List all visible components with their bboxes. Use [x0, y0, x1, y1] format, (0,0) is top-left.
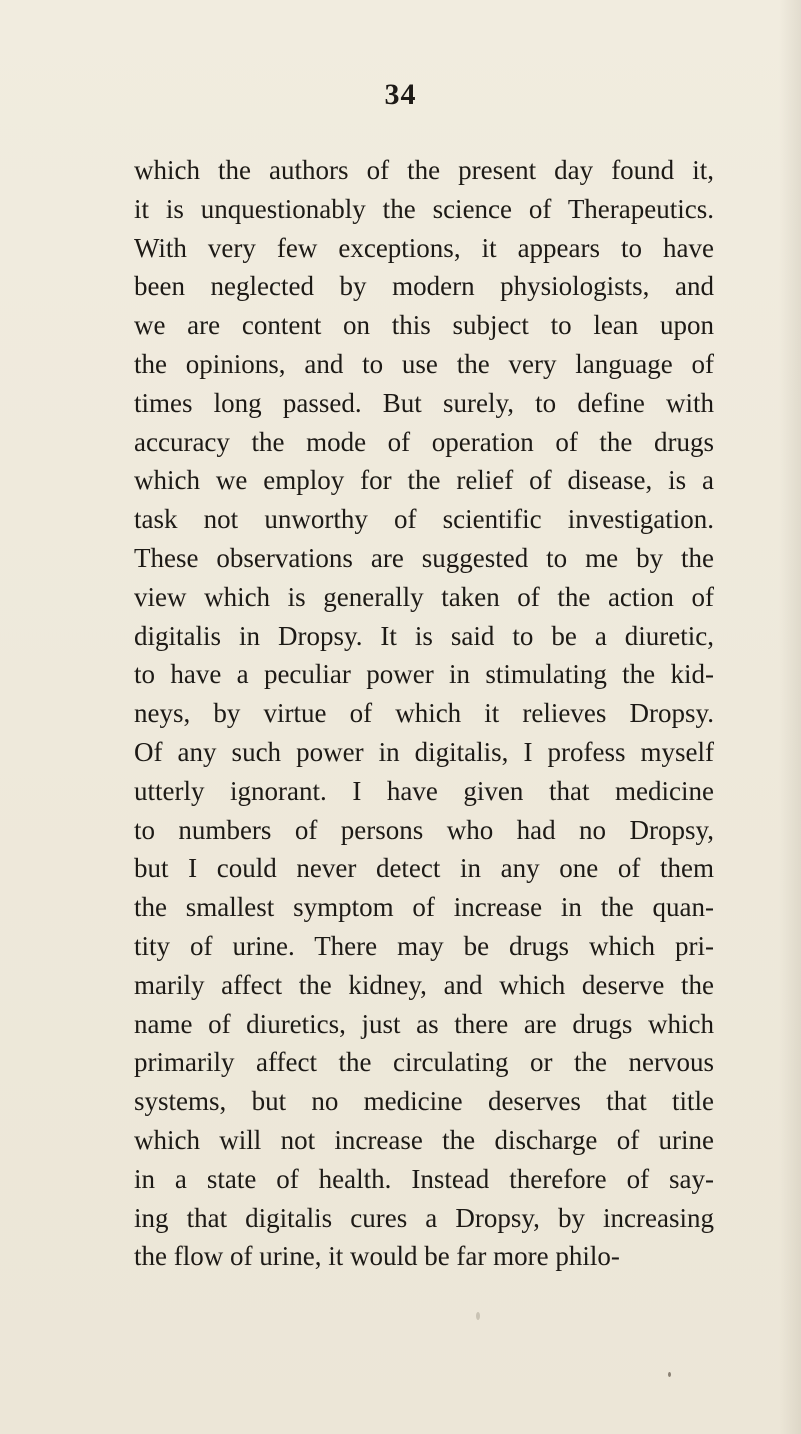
text-line: but I could never detect in any one of them — [134, 853, 714, 884]
text-line: ing that digitalis cures a Dropsy, by increasing — [134, 1202, 714, 1233]
page-number: 34 — [384, 78, 417, 111]
text-line: name of diuretics, just as there are drugs which — [134, 1008, 714, 1039]
text-line: to have a peculiar power in stimulating the kid- — [134, 659, 714, 690]
text-line: which we employ for the relief of disease, is a — [134, 465, 714, 496]
text-line: to numbers of persons who had no Dropsy, — [134, 814, 714, 845]
text-line: These observations are suggested to me by the — [134, 542, 714, 573]
text-line: primarily affect the circulating or the nervous — [134, 1047, 714, 1078]
text-line: neys, by virtue of which it relieves Dropsy. — [134, 698, 714, 729]
text-line: With very few exceptions, it appears to have — [134, 232, 714, 263]
text-line: Of any such power in digitalis, I profess myself — [134, 736, 714, 767]
text-line: systems, but no medicine deserves that title — [134, 1086, 714, 1117]
text-line: marily affect the kidney, and which deserve the — [134, 969, 714, 1000]
paper-speck — [476, 1312, 480, 1320]
text-line: digitalis in Dropsy. It is said to be a diuretic, — [134, 620, 714, 651]
text-line: the smallest symptom of increase in the quan- — [134, 892, 714, 923]
text-line: task not unworthy of scientific investigation. — [134, 504, 714, 535]
text-line: the opinions, and to use the very language of — [134, 348, 714, 379]
text-line: utterly ignorant. I have given that medicine — [134, 775, 714, 806]
text-line: in a state of health. Instead therefore of say- — [134, 1163, 714, 1194]
text-line: accuracy the mode of operation of the drugs — [134, 426, 714, 457]
text-line: the flow of urine, it would be far more philo- — [134, 1241, 620, 1272]
text-line: been neglected by modern physiologists, and — [134, 271, 714, 302]
text-line: view which is generally taken of the action of — [134, 581, 714, 612]
text-line: which the authors of the present day found it, — [134, 155, 714, 185]
text-line: which will not increase the discharge of urine — [134, 1124, 714, 1155]
body-text — [134, 151, 714, 1276]
text-line: times long passed. But surely, to define with — [134, 387, 714, 418]
paper-speck — [668, 1372, 671, 1377]
text-line: tity of urine. There may be drugs which pri- — [134, 930, 714, 961]
text-line: it is unquestionably the science of Therapeutics. — [134, 193, 714, 224]
text-line: we are content on this subject to lean upon — [134, 310, 714, 341]
page-edge-shadow — [779, 0, 801, 1434]
